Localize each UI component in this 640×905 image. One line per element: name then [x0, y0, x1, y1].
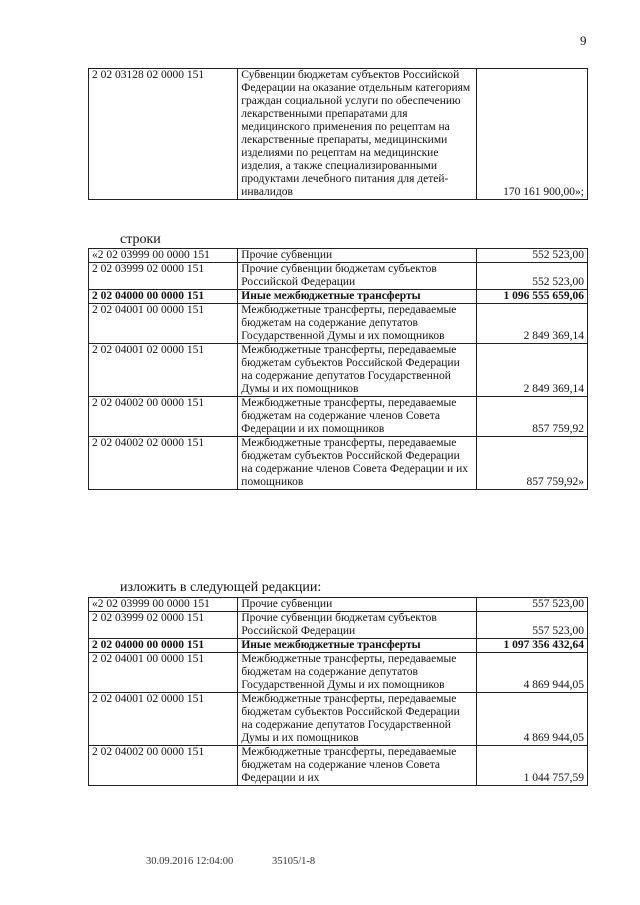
table-row — [89, 290, 588, 304]
row-code: 2 02 04002 02 0000 151 — [89, 437, 238, 490]
table-row — [89, 397, 588, 437]
row-amount: 2 849 369,14 — [477, 344, 588, 397]
row-description: Прочие субвенции бюджетам субъектов Российской Федерации — [238, 263, 477, 290]
budget-table-new — [88, 597, 588, 786]
row-amount: 4 869 944,05 — [477, 653, 588, 693]
row-code: 2 02 04002 00 0000 151 — [89, 397, 238, 437]
table-row — [89, 263, 588, 290]
table-row — [89, 612, 588, 639]
row-description: Прочие субвенции — [238, 249, 477, 263]
row-description: Межбюджетные трансферты, передаваемые бюджетам на содержание членов Совета Федерации и их — [238, 746, 477, 786]
row-description: Межбюджетные трансферты, передаваемые бюджетам на содержание депутатов Государственной Думы и их помощников — [238, 653, 477, 693]
row-code: 2 02 04000 00 0000 151 — [89, 639, 238, 653]
row-code: 2 02 04002 00 0000 151 — [89, 746, 238, 786]
row-description: Межбюджетные трансферты, передаваемые бюджетам субъектов Российской Федерации на содержание депутатов Государственной Думы и их помощников — [238, 693, 477, 746]
row-amount: 1 096 555 659,06 — [477, 290, 588, 304]
row-code: 2 02 04001 02 0000 151 — [89, 344, 238, 397]
table-row — [89, 304, 588, 344]
row-description: Межбюджетные трансферты, передаваемые бюджетам на содержание депутатов Государственной Думы и их помощников — [238, 304, 477, 344]
row-code: 2 02 04001 00 0000 151 — [89, 653, 238, 693]
row-amount: 4 869 944,05 — [477, 693, 588, 746]
budget-table-top — [88, 68, 588, 200]
table-row — [89, 693, 588, 746]
label-izlozhit: изложить в следующей редакции: — [120, 580, 322, 595]
label-stroki: строки — [120, 232, 161, 247]
row-code: 2 02 03999 02 0000 151 — [89, 612, 238, 639]
row-code: 2 02 04001 02 0000 151 — [89, 693, 238, 746]
row-amount: 857 759,92 — [477, 397, 588, 437]
row-code: «2 02 03999 00 0000 151 — [89, 249, 238, 263]
row-code: 2 02 04000 00 0000 151 — [89, 290, 238, 304]
row-amount: 1 044 757,59 — [477, 746, 588, 786]
row-description: Межбюджетные трансферты, передаваемые бюджетам на содержание членов Совета Федерации и их помощников — [238, 397, 477, 437]
row-amount: 170 161 900,00»; — [477, 69, 588, 200]
row-amount: 552 523,00 — [477, 263, 588, 290]
table-row — [89, 653, 588, 693]
table-row — [89, 746, 588, 786]
row-description: Межбюджетные трансферты, передаваемые бюджетам субъектов Российской Федерации на содержание депутатов Государственной Думы и их помощников — [238, 344, 477, 397]
table-row — [89, 344, 588, 397]
budget-table-old — [88, 248, 588, 490]
table-row — [89, 598, 588, 612]
page-number: 9 — [580, 33, 587, 48]
row-amount: 857 759,92» — [477, 437, 588, 490]
row-code: 2 02 03128 02 0000 151 — [89, 69, 238, 200]
row-code: «2 02 03999 00 0000 151 — [89, 598, 238, 612]
table-row — [89, 249, 588, 263]
row-description: Субвенции бюджетам субъектов Российской Федерации на оказание отдельным категориям граждан социальной услуги по обеспечению лекарственными препаратами для медицинского применения по рецептам на лекарственные препараты, медицинскими изделиями по рецептам на медицинские изделия, а также специализированными продуктами лечебного питания для детей-инвалидов — [238, 69, 477, 200]
row-description: Межбюджетные трансферты, передаваемые бюджетам субъектов Российской Федерации на содержание членов Совета Федерации и их помощников — [238, 437, 477, 490]
row-description: Иные межбюджетные трансферты — [238, 639, 477, 653]
table-row — [89, 639, 588, 653]
row-amount: 557 523,00 — [477, 598, 588, 612]
row-description: Прочие субвенции — [238, 598, 477, 612]
table-row — [89, 69, 588, 200]
row-amount: 2 849 369,14 — [477, 304, 588, 344]
row-code: 2 02 03999 02 0000 151 — [89, 263, 238, 290]
footer-doc-id: 35105/1-8 — [272, 856, 316, 867]
row-amount: 552 523,00 — [477, 249, 588, 263]
row-code: 2 02 04001 00 0000 151 — [89, 304, 238, 344]
row-description: Иные межбюджетные трансферты — [238, 290, 477, 304]
footer-datetime: 30.09.2016 12:04:00 — [146, 856, 234, 867]
row-amount: 557 523,00 — [477, 612, 588, 639]
row-description: Прочие субвенции бюджетам субъектов Российской Федерации — [238, 612, 477, 639]
table-row — [89, 437, 588, 490]
row-amount: 1 097 356 432,64 — [477, 639, 588, 653]
